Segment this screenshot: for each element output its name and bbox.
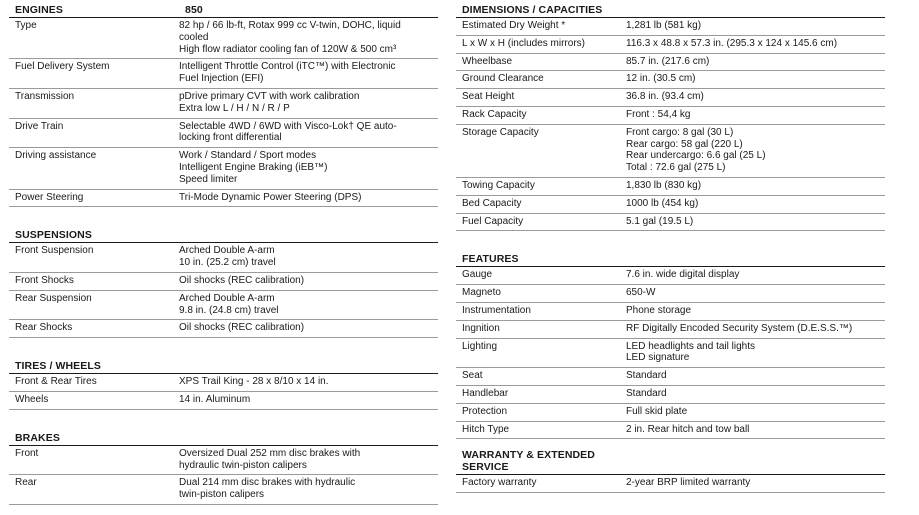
- spec-value: [626, 109, 885, 121]
- section-title: WARRANTY & EXTENDED SERVICE: [462, 449, 595, 474]
- spec-label: L x W x H (includes mirrors): [462, 37, 585, 49]
- spec-label: Factory warranty: [462, 477, 537, 489]
- spec-value-line: Tri-Mode Dynamic Power Steering (DPS): [179, 191, 362, 203]
- section-title: FEATURES: [462, 253, 519, 266]
- spec-label: Seat Height: [462, 91, 515, 103]
- spec-label: Ground Clearance: [462, 73, 544, 85]
- spec-value-line: Dual 214 mm disc brakes with hydraulic: [179, 477, 356, 489]
- spec-value: [626, 73, 885, 85]
- spec-label: Handlebar: [462, 387, 509, 399]
- spec-value: [626, 180, 885, 192]
- spec-value-line: Front cargo: 8 gal (30 L): [626, 126, 734, 138]
- section-title: BRAKES: [15, 431, 60, 444]
- spec-value-line: 85.7 in. (217.6 cm): [626, 55, 710, 67]
- section-engines: [9, 0, 438, 207]
- spec-value-line: Oversized Dual 252 mm disc brakes with: [179, 447, 361, 459]
- section-header: [456, 249, 885, 267]
- spec-value-line: Oil shocks (REC calibration): [179, 322, 305, 334]
- spec-value: [179, 448, 438, 472]
- spec-value: [179, 150, 438, 185]
- spec-value-line: 9.8 in. (24.8 cm) travel: [179, 304, 279, 316]
- spec-row-seat: [456, 368, 885, 386]
- spec-row-type: [9, 18, 438, 59]
- spec-label: Fuel Delivery System: [15, 61, 110, 73]
- spec-value-line: Arched Double A-arm: [179, 292, 275, 304]
- spec-value-line: Phone storage: [626, 304, 692, 316]
- spec-value: [179, 477, 438, 501]
- spec-value: [179, 322, 438, 334]
- spec-value-line: LED headlights and tail lights: [626, 340, 755, 352]
- spec-label: Drive Train: [15, 120, 64, 132]
- spec-row-handlebar: [456, 386, 885, 404]
- spec-label: Estimated Dry Weight *: [462, 20, 566, 31]
- spec-value: [626, 127, 885, 174]
- spec-value-line: 2-year BRP limited warranty: [626, 477, 751, 489]
- spec-label: Wheels: [15, 393, 49, 405]
- spec-row-factory-warranty: [456, 475, 885, 493]
- spec-value: [179, 245, 438, 269]
- spec-label: Rear Shocks: [15, 322, 73, 334]
- spec-row-ground-clearance: [456, 71, 885, 89]
- spec-value-line: 7.6 in. wide digital display: [626, 269, 740, 281]
- section-header: [9, 356, 438, 374]
- section-brakes: [9, 428, 438, 505]
- spec-row-storage-capacity: [456, 125, 885, 178]
- spec-row-ingnition: [456, 321, 885, 339]
- spec-value: [179, 394, 438, 406]
- spec-label: Lighting: [462, 340, 498, 352]
- spec-label: Rear Suspension: [15, 292, 92, 304]
- spec-value: [626, 269, 885, 281]
- left-column: [9, 0, 438, 505]
- spec-value-line: Work / Standard / Sport modes: [179, 150, 317, 162]
- spec-value-line: Full skid plate: [626, 405, 688, 417]
- spec-label: Type: [15, 20, 37, 31]
- spec-row-rear-suspension: [9, 291, 438, 321]
- spec-value: [626, 287, 885, 299]
- spec-row-rear: [9, 475, 438, 505]
- section-dimensions-capacities: [456, 0, 885, 231]
- spec-value-line: Fuel Injection (EFI): [179, 73, 264, 85]
- spec-value-line: Arched Double A-arm: [179, 245, 275, 257]
- spec-row-driving-assistance: [9, 148, 438, 189]
- spec-value: [626, 424, 885, 436]
- spec-value-line: 116.3 x 48.8 x 57.3 in. (295.3 x 124 x 145.6 cm): [626, 37, 838, 49]
- spec-label: Power Steering: [15, 191, 84, 203]
- spec-label: Front & Rear Tires: [15, 376, 97, 388]
- spec-value-line: High flow radiator cooling fan of 120W & 500 cm³: [179, 43, 397, 55]
- spec-row-towing-capacity: [456, 178, 885, 196]
- spec-label: Rack Capacity: [462, 108, 527, 120]
- spec-row-front-rear-tires: [9, 374, 438, 392]
- spec-value-line: Speed limiter: [179, 173, 238, 185]
- spec-row-front-suspension: [9, 243, 438, 273]
- spec-value-line: Extra low L / H / N / R / P: [179, 102, 290, 114]
- spec-value-line: Rear cargo: 58 gal (220 L): [626, 138, 743, 150]
- section-spacer: [9, 410, 438, 428]
- spec-label: Storage Capacity: [462, 126, 539, 138]
- spec-value-line: locking front differential: [179, 132, 282, 144]
- spec-row-wheelbase: [456, 54, 885, 72]
- section-header: [9, 428, 438, 446]
- spec-value: [179, 275, 438, 287]
- spec-row-magneto: [456, 285, 885, 303]
- spec-value: [626, 305, 885, 317]
- spec-value: [179, 293, 438, 317]
- spec-value-line: XPS Trail King - 28 x 8/10 x 14 in.: [179, 376, 329, 388]
- spec-row-power-steering: [9, 190, 438, 208]
- spec-value-line: 1,830 lb (830 kg): [626, 179, 702, 191]
- spec-row-rack-capacity: [456, 107, 885, 125]
- spec-value: [179, 91, 438, 115]
- spec-label: Front Shocks: [15, 274, 74, 286]
- spec-value: [626, 198, 885, 210]
- spec-row-fuel-delivery-system: [9, 59, 438, 89]
- section-column-heading: 850: [185, 4, 203, 16]
- spec-row-estimated-dry-weight: [456, 18, 885, 36]
- spec-value-line: 82 hp / 66 lb-ft, Rotax 999 cc V-twin, DOHC, liquid: [179, 20, 401, 31]
- spec-value: [626, 323, 885, 335]
- spec-value-line: twin-piston calipers: [179, 489, 265, 501]
- spec-row-drive-train: [9, 119, 438, 149]
- spec-label: Ingnition: [462, 322, 500, 334]
- spec-row-fuel-capacity: [456, 214, 885, 232]
- spec-value-line: 36.8 in. (93.4 cm): [626, 91, 704, 103]
- spec-value: [179, 20, 438, 55]
- spec-value-line: hydraulic twin-piston calipers: [179, 459, 307, 471]
- section-header: [9, 225, 438, 243]
- spec-value: [179, 376, 438, 388]
- spec-row-rear-shocks: [9, 320, 438, 338]
- spec-value: [626, 388, 885, 400]
- spec-label: Towing Capacity: [462, 179, 535, 191]
- section-spacer: [456, 231, 885, 249]
- right-column: [456, 0, 885, 493]
- spec-value-line: Intelligent Engine Braking (iEB™): [179, 161, 328, 173]
- spec-value: [626, 38, 885, 50]
- spec-label: Rear: [15, 477, 37, 489]
- spec-value-line: pDrive primary CVT with work calibration: [179, 90, 360, 102]
- section-title: ENGINES: [15, 4, 63, 16]
- spec-value-line: LED signature: [626, 352, 690, 364]
- spec-value: [626, 20, 885, 32]
- spec-value-line: 1000 lb (454 kg): [626, 197, 699, 209]
- spec-row-bed-capacity: [456, 196, 885, 214]
- spec-label: Protection: [462, 405, 508, 417]
- spec-value-line: 10 in. (25.2 cm) travel: [179, 257, 276, 269]
- section-title: TIRES / WHEELS: [15, 360, 101, 373]
- spec-label: Driving assistance: [15, 150, 97, 162]
- spec-value-line: 12 in. (30.5 cm): [626, 73, 696, 85]
- spec-value-line: 14 in. Aluminum: [179, 393, 251, 405]
- spec-value: [626, 370, 885, 382]
- section-suspensions: [9, 225, 438, 338]
- spec-value-line: Front : 54,4 kg: [626, 108, 691, 120]
- section-features: [456, 249, 885, 439]
- spec-row-wheels: [9, 392, 438, 410]
- spec-row-front-shocks: [9, 273, 438, 291]
- spec-row-hitch-type: [456, 422, 885, 440]
- spec-label: Fuel Capacity: [462, 215, 524, 227]
- spec-value: [626, 216, 885, 228]
- spec-label: Wheelbase: [462, 55, 513, 67]
- spec-label: Front: [15, 447, 39, 459]
- spec-value: [179, 192, 438, 204]
- spec-row-protection: [456, 404, 885, 422]
- section-title: SUSPENSIONS: [15, 229, 92, 242]
- spec-value: [626, 477, 885, 489]
- spec-value: [626, 341, 885, 365]
- section-header: [456, 449, 885, 475]
- spec-value-line: Oil shocks (REC calibration): [179, 274, 305, 286]
- section-warranty-extended-service: [456, 449, 885, 493]
- section-spacer: [9, 207, 438, 225]
- spec-row-instrumentation: [456, 303, 885, 321]
- spec-row-l-x-w-x-h-includes-mirrors: [456, 36, 885, 54]
- spec-row-lighting: [456, 339, 885, 369]
- spec-value: [626, 406, 885, 418]
- spec-label: Seat: [462, 370, 483, 382]
- section-header: [456, 0, 885, 18]
- spec-label: Front Suspension: [15, 245, 94, 257]
- spec-value-line: 650-W: [626, 287, 656, 299]
- spec-value-line: Selectable 4WD / 6WD with Visco-Lok† QE auto-: [179, 120, 397, 132]
- spec-value-line: RF Digitally Encoded Security System (D.E.S.S.™): [626, 322, 853, 334]
- spec-label: Gauge: [462, 269, 493, 281]
- spec-row-front: [9, 446, 438, 476]
- section-spacer: [9, 338, 438, 356]
- spec-value-line: Intelligent Throttle Control (iTC™) with Electronic: [179, 61, 396, 73]
- spec-value-line: cooled: [179, 31, 209, 43]
- spec-value-line: Rear undercargo: 6.6 gal (25 L): [626, 150, 766, 162]
- spec-label: Magneto: [462, 287, 501, 299]
- spec-value-line: 1,281 lb (581 kg): [626, 20, 702, 31]
- spec-value: [626, 56, 885, 68]
- section-tires-wheels: [9, 356, 438, 410]
- section-header: [9, 0, 438, 18]
- section-title: DIMENSIONS / CAPACITIES: [462, 4, 603, 16]
- spec-value: [179, 61, 438, 85]
- spec-label: Hitch Type: [462, 423, 510, 435]
- spec-value-line: Standard: [626, 370, 667, 382]
- spec-value-line: 2 in. Rear hitch and tow ball: [626, 423, 750, 435]
- spec-label: Transmission: [15, 90, 75, 102]
- spec-label: Bed Capacity: [462, 197, 522, 209]
- spec-row-seat-height: [456, 89, 885, 107]
- spec-row-gauge: [456, 267, 885, 285]
- spec-value-line: 5.1 gal (19.5 L): [626, 215, 694, 227]
- spec-label: Instrumentation: [462, 304, 531, 316]
- spec-row-transmission: [9, 89, 438, 119]
- spec-value-line: Standard: [626, 387, 667, 399]
- spec-value-line: Total : 72.6 gal (275 L): [626, 162, 726, 174]
- spec-value: [179, 121, 438, 145]
- spec-value: [626, 91, 885, 103]
